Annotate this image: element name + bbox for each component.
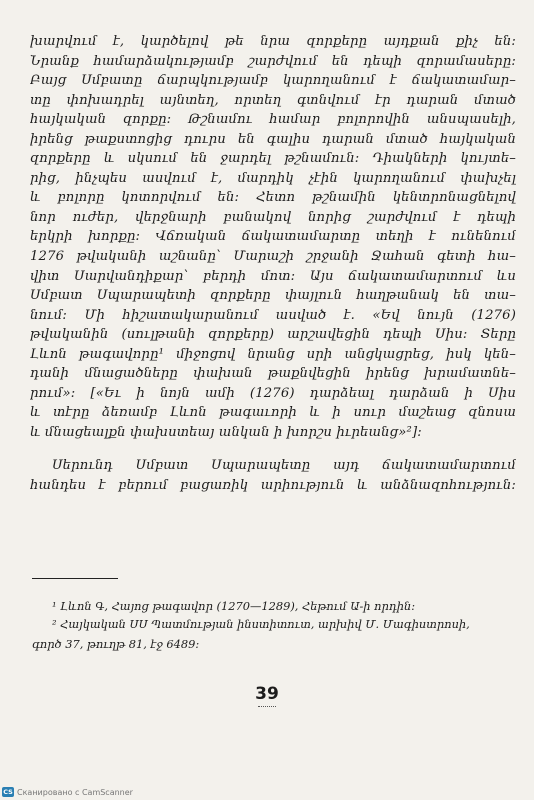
text-line: Սմբատ Սպարապետի զորքերը փայլուն հաղթանակ են տա– (30, 288, 516, 304)
page-number: 39 (255, 684, 279, 704)
text-line: թվականին (սուլթանի զորքերը) արշավեցին դեպի Սիս։ Տերը (30, 327, 516, 343)
body-paragraph-1 (30, 32, 516, 442)
footnote-1: ¹ Լևոն Գ, Հայոց թագավոր (1270—1289), Հեթում Ա-ի որդին։ (52, 599, 416, 613)
text-line: րում»։ [«Եւ ի նոյն ամի (1276) դարձեալ դարձան ի Սիս (30, 385, 516, 401)
text-line: հայկական զորքը։ Թշնամու համար բոլորովին անսպասելի, (30, 112, 516, 128)
text-line: տը փոխադրել այնտեղ, որտեղ գտնվում էր դարան մտած (30, 92, 516, 108)
text-line: Սերունդ Սմբատ Սպարապետը այդ ճակատամարտում (52, 458, 516, 474)
scanner-watermark (2, 785, 133, 799)
page-number-underline (258, 706, 276, 707)
camscanner-logo-icon: CS (3, 788, 13, 796)
text-line: 1276 թվականի աշնանը՝ Մարաշի շրջանի Ջահան գետի հա– (30, 249, 516, 265)
text-line: Բայց Սմբատը ճարպկությամբ կարողանում է ճակատամար– (30, 73, 516, 89)
text-line: հանդես է բերում բացառիկ արիություն և անձնազոհություն։ (30, 478, 516, 494)
text-line: երկրի խորքը։ Վճռական ճակատամարտը տեղի է ունենում (30, 229, 516, 245)
text-line: Լևոն թագավորը¹ միջոցով նրանց սրի անցկացրեց, իսկ կեն– (30, 346, 516, 362)
text-line: և բոլորը կոտորվում են։ Հետո թշնամին կենտրոնացնելով (30, 190, 516, 206)
footnote-2-continued: գործ 37, թուղթ 81, էջ 6489։ (32, 637, 200, 651)
text-line: դանի մնացածները փախան թաքնվեցին իրենց խրամատնե– (30, 366, 516, 382)
document-page (30, 32, 516, 496)
footnote-2: ² Հայկական ՍՍ Պատմության ինստիտուտ, արխիվ Մ. Մագիստրոսի, (52, 617, 470, 631)
text-line: նում։ Մի հիշատակարանում ասված է. «Եվ նույն (1276) (30, 307, 516, 323)
footnote-separator (32, 578, 118, 579)
text-line: զորքերը և սկսում են ջարդել թշնամուն։ Դիակների կույտե– (30, 151, 516, 167)
text-line: և մնացեալքն փախստեայ անկան ի խորշս իւրեանց»²]։ (30, 424, 422, 440)
text-line: և տէրը ձեռամբ Լևոն թագաւորի և ի սուր մաշեաց զնոսա (30, 405, 516, 421)
text-line: իրենց թաքստոցից դուրս են գալիս դարան մտած հայկական (30, 131, 516, 147)
text-line: Նրանք համարձակությամբ շարժվում են դեպի զորամասերը։ (30, 53, 516, 69)
text-line: խարվում է, կարծելով թե նրա զորքերը այդքան քիչ են։ (30, 34, 516, 49)
body-paragraph-2 (30, 456, 516, 495)
scanner-label: Сканировано с CamScanner (17, 787, 133, 797)
text-line: րից, ինչպես ասվում է, մարդիկ չէին կարողանում փախչել (30, 170, 516, 186)
text-line: վիտ Սարվանդիքար՝ բերդի մոտ։ Այս ճակատամարտում ևս (30, 268, 516, 284)
text-line: նոր ուժեր, վերջնարի բանակով նորից շարժվում է դեպի (30, 209, 516, 225)
